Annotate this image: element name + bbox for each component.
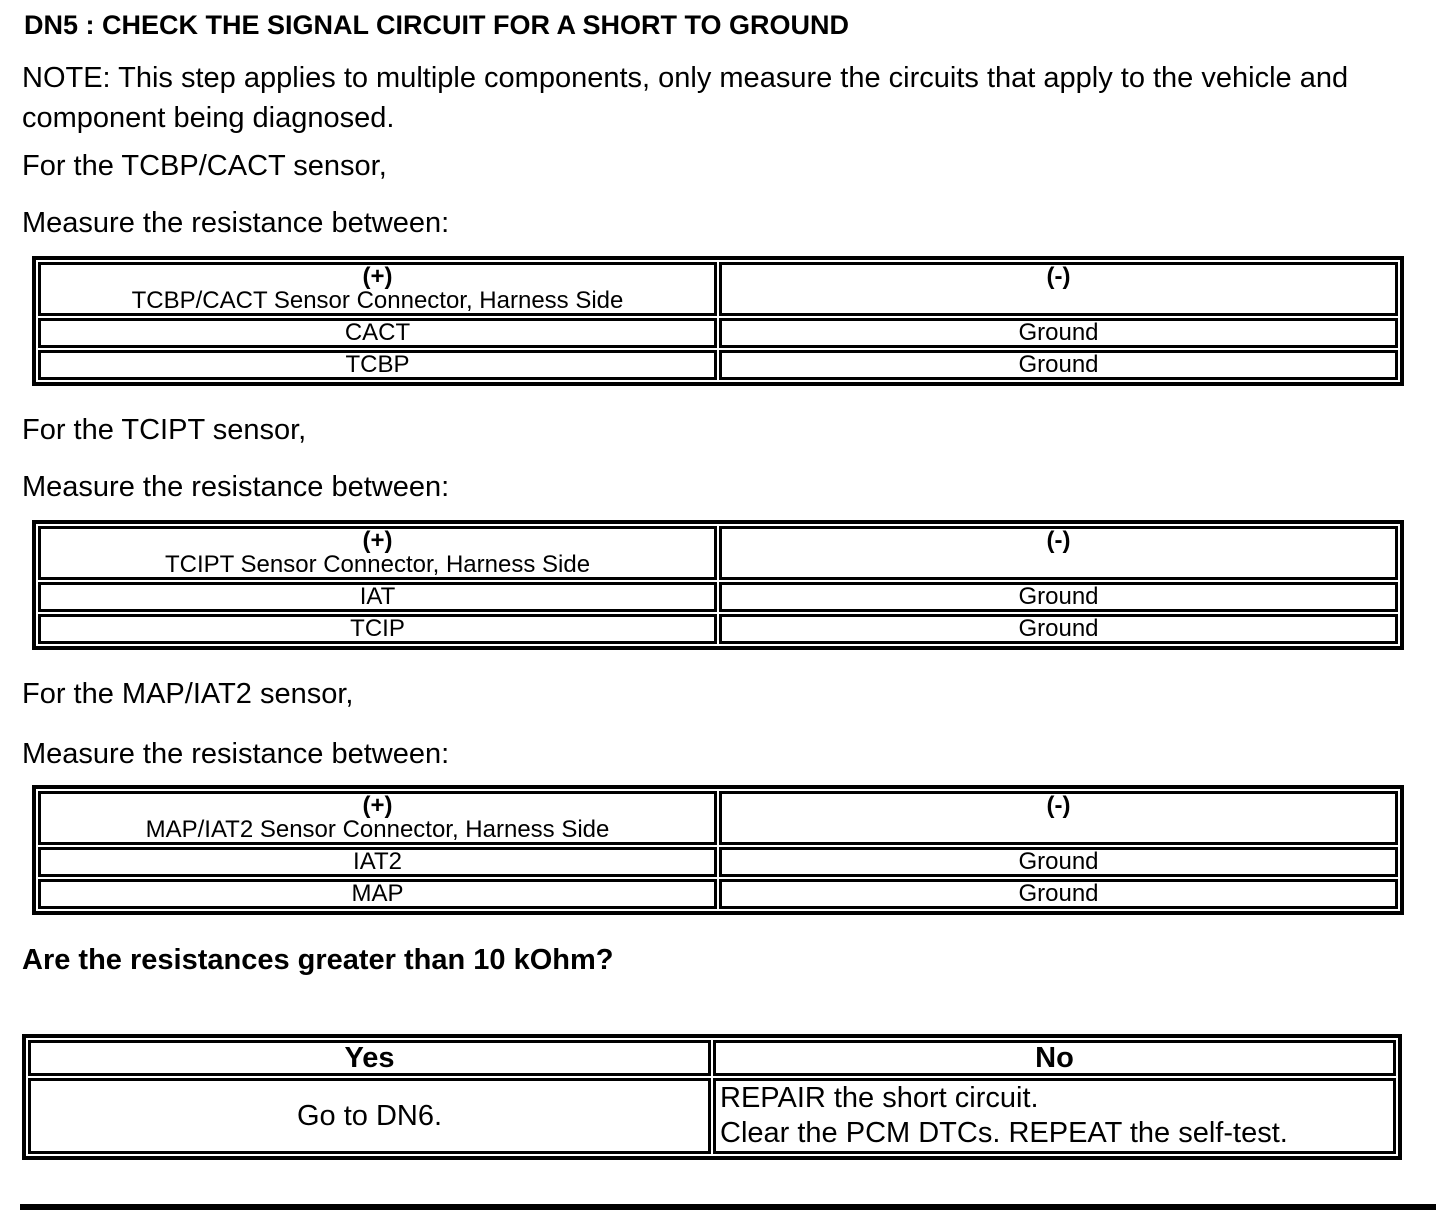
table-row xyxy=(38,614,1398,644)
plus-pin-cell: IAT2 xyxy=(38,847,717,877)
plus-pin-cell: IAT xyxy=(38,582,717,612)
plus-pin-cell: MAP xyxy=(38,879,717,909)
note-text: NOTE: This step applies to multiple components, only measure the circuits that apply to the vehicle and component being diagnosed. xyxy=(22,62,1349,134)
table-row xyxy=(38,582,1398,612)
minus-sign-label: (-) xyxy=(1046,263,1071,290)
minus-pin-cell: Ground xyxy=(719,318,1398,348)
no-action-line-1: REPAIR the short circuit. xyxy=(720,1082,1039,1114)
plus-subheader-label: TCIPT Sensor Connector, Harness Side xyxy=(164,551,591,578)
plus-sign-label: (+) xyxy=(362,792,393,819)
no-action-line-2: Clear the PCM DTCs. REPEAT the self-test. xyxy=(720,1117,1288,1149)
minus-sign-label: (-) xyxy=(1046,792,1071,819)
minus-header-cell xyxy=(719,526,1398,580)
yes-header-cell: Yes xyxy=(28,1040,711,1076)
measure-instruction: Measure the resistance between: xyxy=(22,738,450,770)
minus-header-cell xyxy=(719,262,1398,316)
resistance-table-map-iat2 xyxy=(32,785,1404,915)
decision-header-row xyxy=(28,1040,1396,1076)
plus-header-cell xyxy=(38,791,717,845)
measure-instruction: Measure the resistance between: xyxy=(22,471,450,503)
no-action-cell xyxy=(713,1078,1396,1154)
decision-action-row xyxy=(28,1078,1396,1154)
resistance-table-tcbp-cact xyxy=(32,256,1404,386)
plus-header-cell xyxy=(38,262,717,316)
minus-pin-cell: Ground xyxy=(719,879,1398,909)
yes-action-cell: Go to DN6. xyxy=(28,1078,711,1154)
plus-pin-cell: CACT xyxy=(38,318,717,348)
sensor-intro-map-iat2: For the MAP/IAT2 sensor, xyxy=(22,678,354,710)
table-header-row xyxy=(38,791,1398,845)
measure-instruction: Measure the resistance between: xyxy=(22,207,450,239)
step-title: DN5 : CHECK THE SIGNAL CIRCUIT FOR A SHORT TO GROUND xyxy=(24,10,850,40)
resistance-table-tcipt xyxy=(32,520,1404,650)
table-row xyxy=(38,350,1398,380)
plus-subheader-label: MAP/IAT2 Sensor Connector, Harness Side xyxy=(145,816,610,843)
plus-subheader-label: TCBP/CACT Sensor Connector, Harness Side xyxy=(131,287,624,314)
minus-pin-cell: Ground xyxy=(719,582,1398,612)
plus-pin-cell: TCBP xyxy=(38,350,717,380)
sensor-intro-tcipt: For the TCIPT sensor, xyxy=(22,414,307,446)
table-row xyxy=(38,847,1398,877)
minus-pin-cell: Ground xyxy=(719,614,1398,644)
plus-sign-label: (+) xyxy=(362,263,393,290)
plus-header-cell xyxy=(38,526,717,580)
minus-sign-label: (-) xyxy=(1046,527,1071,554)
decision-table xyxy=(22,1034,1402,1160)
minus-pin-cell: Ground xyxy=(719,847,1398,877)
no-header-cell: No xyxy=(713,1040,1396,1076)
plus-sign-label: (+) xyxy=(362,527,393,554)
table-row xyxy=(38,318,1398,348)
minus-pin-cell: Ground xyxy=(719,350,1398,380)
sensor-intro-tcbp-cact: For the TCBP/CACT sensor, xyxy=(22,150,387,182)
bottom-rule xyxy=(20,1204,1436,1210)
minus-header-cell xyxy=(719,791,1398,845)
table-header-row xyxy=(38,262,1398,316)
plus-pin-cell: TCIP xyxy=(38,614,717,644)
decision-question: Are the resistances greater than 10 kOhm? xyxy=(22,944,614,976)
table-header-row xyxy=(38,526,1398,580)
table-row xyxy=(38,879,1398,909)
